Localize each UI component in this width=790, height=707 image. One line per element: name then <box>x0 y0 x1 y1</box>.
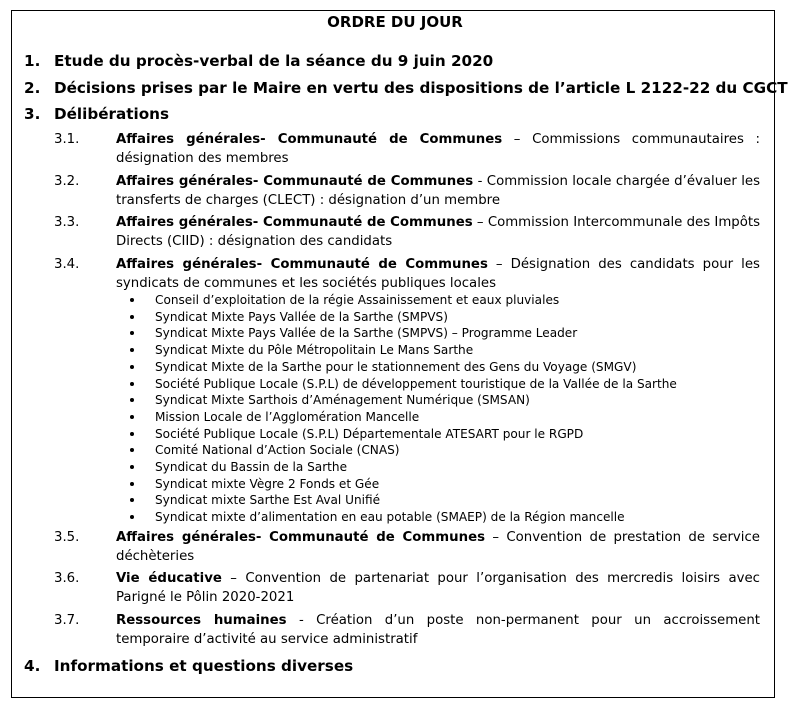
sub-item-number: 3.1. <box>54 132 80 147</box>
item-label: Délibérations <box>54 105 169 123</box>
bullet-list <box>130 292 677 526</box>
list-item: Société Publique Locale (S.P.L) Départementale ATESART pour le RGPD <box>130 426 677 443</box>
list-item: Syndicat Mixte Pays Vallée de la Sarthe (SMPVS) <box>130 309 677 326</box>
sub-item-text: Désignation des candidats pour les syndicats de communes et les sociétés publiques locales <box>116 257 760 291</box>
list-item: Mission Locale de l’Agglomération Mancelle <box>130 409 677 426</box>
sub-item-number: 3.2. <box>54 174 80 189</box>
sub-item-number: 3.3. <box>54 215 80 230</box>
bullet-icon <box>130 398 134 402</box>
agenda-item-1 <box>24 52 493 70</box>
list-item: Syndicat mixte Sarthe Est Aval Unifié <box>130 492 677 509</box>
sub-item-category: Ressources humaines <box>116 613 287 628</box>
sub-item-3-4 <box>54 255 760 293</box>
item-number: 4. <box>24 657 41 675</box>
sub-item-number: 3.7. <box>54 613 80 628</box>
bullet-icon <box>130 348 134 352</box>
sub-item-text: Commissions communautaires : désignation des membres <box>116 132 760 166</box>
sub-item-3-6 <box>54 569 760 607</box>
sub-item-category: Affaires générales- Communauté de Communes <box>116 132 503 147</box>
item-label: Décisions prises par le Maire en vertu des dispositions de l’article L 2122-22 du CGCT <box>54 79 788 97</box>
sub-item-category: Affaires générales- Communauté de Communes <box>116 174 474 189</box>
sub-item-separator: – <box>472 215 488 230</box>
sub-item-separator: – <box>502 132 533 147</box>
sub-item-text: Commission Intercommunale des Impôts Directs (CIID) : désignation des candidats <box>116 215 760 249</box>
sub-item-3-7 <box>54 611 760 649</box>
sub-item-number: 3.4. <box>54 257 80 272</box>
bullet-icon <box>130 432 134 436</box>
sub-item-text: Commission locale chargée d’évaluer les transferts de charges (CLECT) : désignation d’un membre <box>116 174 760 208</box>
list-item: Syndicat Mixte Pays Vallée de la Sarthe (SMPVS) – Programme Leader <box>130 325 677 342</box>
list-item: Société Publique Locale (S.P.L) de développement touristique de la Vallée de la Sarthe <box>130 376 677 393</box>
agenda-title: ORDRE DU JOUR <box>327 13 463 31</box>
item-label: Informations et questions diverses <box>54 657 354 675</box>
bullet-icon <box>130 482 134 486</box>
sub-item-category: Affaires générales- Communauté de Communes <box>116 215 473 230</box>
sub-item-text: Convention de prestation de service déchèteries <box>116 530 760 564</box>
bullet-icon <box>130 315 134 319</box>
list-item: Comité National d’Action Sociale (CNAS) <box>130 442 677 459</box>
list-item: Syndicat mixte d’alimentation en eau potable (SMAEP) de la Région mancelle <box>130 509 677 526</box>
sub-item-3-5 <box>54 528 760 566</box>
sub-item-separator: - <box>473 174 487 189</box>
bullet-icon <box>130 498 134 502</box>
sub-item-separator: – <box>487 257 511 272</box>
list-item: Conseil d’exploitation de la régie Assainissement et eaux pluviales <box>130 292 677 309</box>
sub-item-number: 3.5. <box>54 530 80 545</box>
sub-item-3-1 <box>54 130 760 168</box>
sub-item-text: Création d’un poste non-permanent pour un accroissement temporaire d’activité au service administratif <box>116 613 760 647</box>
item-number: 1. <box>24 52 41 70</box>
sub-item-3-2 <box>54 172 760 210</box>
list-item: Syndicat Mixte Sarthois d’Aménagement Numérique (SMSAN) <box>130 392 677 409</box>
bullet-icon <box>130 331 134 335</box>
sub-item-3-3 <box>54 213 760 251</box>
bullet-icon <box>130 465 134 469</box>
agenda-item-3 <box>24 105 169 123</box>
sub-item-number: 3.6. <box>54 571 80 586</box>
bullet-icon <box>130 448 134 452</box>
sub-item-category: Affaires générales- Communauté de Communes <box>116 530 486 545</box>
bullet-icon <box>130 365 134 369</box>
list-item: Syndicat Mixte de la Sarthe pour le stationnement des Gens du Voyage (SMGV) <box>130 359 677 376</box>
agenda-item-2 <box>24 79 788 97</box>
item-label: Etude du procès-verbal de la séance du 9 juin 2020 <box>54 52 494 70</box>
item-number: 3. <box>24 105 41 123</box>
sub-item-text: Convention de partenariat pour l’organisation des mercredis loisirs avec Parigné le Pôlin 2020-2021 <box>116 571 760 605</box>
sub-item-category: Vie éducative <box>116 571 222 586</box>
list-item: Syndicat du Bassin de la Sarthe <box>130 459 677 476</box>
agenda-item-4 <box>24 657 353 675</box>
bullet-icon <box>130 515 134 519</box>
sub-item-category: Affaires générales- Communauté de Communes <box>116 257 488 272</box>
item-number: 2. <box>24 79 41 97</box>
sub-item-separator: – <box>485 530 507 545</box>
list-item: Syndicat Mixte du Pôle Métropolitain Le Mans Sarthe <box>130 342 677 359</box>
list-item: Syndicat mixte Vègre 2 Fonds et Gée <box>130 476 677 493</box>
bullet-icon <box>130 382 134 386</box>
bullet-icon <box>130 415 134 419</box>
sub-item-separator: - <box>286 613 317 628</box>
sub-item-separator: – <box>221 571 246 586</box>
bullet-icon <box>130 298 134 302</box>
